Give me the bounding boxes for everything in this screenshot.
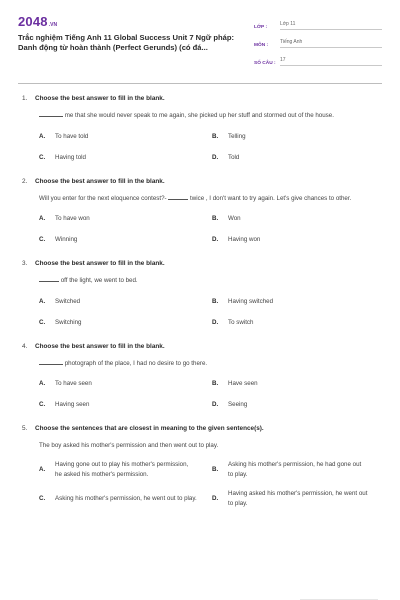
question-number: 4. xyxy=(22,342,28,350)
spacer xyxy=(18,163,382,177)
option-c[interactable] xyxy=(39,153,212,163)
question-3 xyxy=(18,259,382,328)
question-instruction: Choose the best answer to fill in the blank. xyxy=(35,95,165,102)
option-a[interactable] xyxy=(39,214,212,224)
option-text: Switching xyxy=(55,318,82,326)
option-text: Asking his mother's permission, he went out to play. xyxy=(55,494,197,502)
option-text: Have seen xyxy=(228,380,258,387)
site-logo[interactable] xyxy=(18,14,243,29)
question-stem xyxy=(18,275,382,288)
answer-blank xyxy=(39,358,63,365)
option-d[interactable] xyxy=(212,400,382,410)
option-letter: A. xyxy=(39,132,46,140)
stem-after: photograph of the place, I had no desire to go there. xyxy=(63,359,208,367)
answer-options xyxy=(18,132,382,163)
option-a[interactable] xyxy=(39,132,212,142)
option-d[interactable] xyxy=(212,318,382,328)
option-text: Telling xyxy=(228,132,246,140)
option-text: To have won xyxy=(55,215,90,222)
option-text: Having asked his mother's permission, he went out to play. xyxy=(228,489,368,507)
spacer xyxy=(18,410,382,424)
option-text: Switched xyxy=(55,297,81,305)
option-d[interactable] xyxy=(212,489,382,510)
option-c[interactable] xyxy=(39,489,212,510)
option-letter: C. xyxy=(39,495,46,502)
option-letter: A. xyxy=(39,297,46,305)
option-letter: A. xyxy=(39,466,46,473)
option-text: To switch xyxy=(228,318,254,326)
option-letter: B. xyxy=(212,215,219,222)
option-text: Having won xyxy=(228,236,261,243)
question-header xyxy=(18,342,382,352)
answer-options xyxy=(18,460,382,510)
meta-label-count: SỐ CÂU : xyxy=(254,61,276,66)
option-letter: D. xyxy=(212,236,219,243)
answer-options xyxy=(18,379,382,410)
meta-row-subject xyxy=(254,34,382,48)
question-header xyxy=(18,94,382,104)
option-a[interactable] xyxy=(39,460,212,481)
option-text: Having switched xyxy=(228,297,274,305)
option-text: Having seen xyxy=(55,401,90,408)
option-a[interactable] xyxy=(39,379,212,389)
answer-blank xyxy=(39,275,59,282)
question-stem xyxy=(18,440,382,453)
page-header xyxy=(18,14,382,74)
question-1 xyxy=(18,94,382,163)
answer-blank xyxy=(168,193,188,200)
option-letter: B. xyxy=(212,380,219,387)
question-number: 1. xyxy=(22,95,28,102)
option-a[interactable] xyxy=(39,297,212,307)
option-text: Told xyxy=(228,153,240,161)
option-letter: B. xyxy=(212,466,219,473)
answer-options xyxy=(18,297,382,328)
option-b[interactable] xyxy=(212,214,382,224)
option-text: To have seen xyxy=(55,380,92,387)
option-text: To have told xyxy=(55,132,89,140)
answer-blank xyxy=(39,110,63,117)
meta-label-subject: MÔN : xyxy=(254,43,269,48)
meta-value-class: Lớp 11 xyxy=(280,21,382,30)
option-letter: D. xyxy=(212,495,219,502)
stem-after: off the light, we went to bed. xyxy=(59,277,138,284)
option-letter: A. xyxy=(39,215,46,222)
question-number: 3. xyxy=(22,260,28,267)
header-meta xyxy=(254,14,382,74)
question-number: 5. xyxy=(22,425,28,432)
question-2 xyxy=(18,177,382,246)
option-letter: B. xyxy=(212,297,219,305)
meta-label-class: LỚP : xyxy=(254,25,268,30)
question-instruction: Choose the sentences that are closest in meaning to the given sentence(s). xyxy=(35,425,264,432)
header-divider xyxy=(18,83,382,84)
question-5 xyxy=(18,424,382,510)
answer-options xyxy=(18,214,382,245)
option-b[interactable] xyxy=(212,132,382,142)
question-stem xyxy=(18,358,382,371)
stem-before: The boy asked his mother's permission and then went out to play. xyxy=(39,442,219,449)
option-b[interactable] xyxy=(212,460,382,481)
question-instruction: Choose the best answer to fill in the blank. xyxy=(35,177,165,185)
option-text: Having gone out to play his mother's permission, he asked his mother's permission. xyxy=(55,460,189,478)
option-letter: B. xyxy=(212,132,219,140)
question-4 xyxy=(18,342,382,411)
option-letter: C. xyxy=(39,318,46,326)
option-letter: D. xyxy=(212,401,219,408)
option-letter: C. xyxy=(39,153,46,161)
meta-row-class xyxy=(254,16,382,30)
logo-sub-text: .VN xyxy=(48,22,58,28)
option-text: Won xyxy=(228,215,241,222)
option-text: Having told xyxy=(55,153,86,161)
question-header xyxy=(18,177,382,187)
option-letter: A. xyxy=(39,380,46,387)
option-text: Asking his mother's permission, he had gone out to play. xyxy=(228,460,362,478)
option-c[interactable] xyxy=(39,318,212,328)
option-letter: C. xyxy=(39,401,46,408)
stem-after: twice , I don't want to try again. Let's give chances to other. xyxy=(188,194,352,202)
option-text: Seeing xyxy=(228,401,248,408)
meta-value-subject: Tiếng Anh xyxy=(280,39,382,48)
option-c[interactable] xyxy=(39,235,212,245)
question-stem xyxy=(18,110,382,123)
stem-after: me that she would never speak to me again, she picked up her stuff and stormed out of the house. xyxy=(63,112,334,119)
question-stem xyxy=(18,193,382,206)
option-letter: C. xyxy=(39,236,46,243)
option-letter: D. xyxy=(212,153,219,161)
question-header xyxy=(18,259,382,269)
header-left xyxy=(18,14,243,74)
logo-main-text: 2048 xyxy=(18,14,48,29)
meta-value-count: 17 xyxy=(280,57,382,66)
option-d[interactable] xyxy=(212,153,382,163)
spacer xyxy=(18,245,382,259)
document-title: Trắc nghiệm Tiếng Anh 11 Global Success Unit 7 Ngữ pháp: Danh động từ hoàn thành (Perfect Gerunds) (có đá... xyxy=(18,33,235,52)
option-c[interactable] xyxy=(39,400,212,410)
meta-row-count xyxy=(254,52,382,66)
question-instruction: Choose the best answer to fill in the blank. xyxy=(35,260,165,267)
spacer xyxy=(18,328,382,342)
question-header xyxy=(18,424,382,434)
option-d[interactable] xyxy=(212,235,382,245)
question-number: 2. xyxy=(22,177,28,185)
option-b[interactable] xyxy=(212,297,382,307)
stem-before: Will you enter for the next eloquence contest?- xyxy=(39,194,169,202)
question-instruction: Choose the best answer to fill in the blank. xyxy=(35,342,165,350)
option-letter: D. xyxy=(212,318,219,326)
option-text: Winning xyxy=(55,236,78,243)
option-b[interactable] xyxy=(212,379,382,389)
